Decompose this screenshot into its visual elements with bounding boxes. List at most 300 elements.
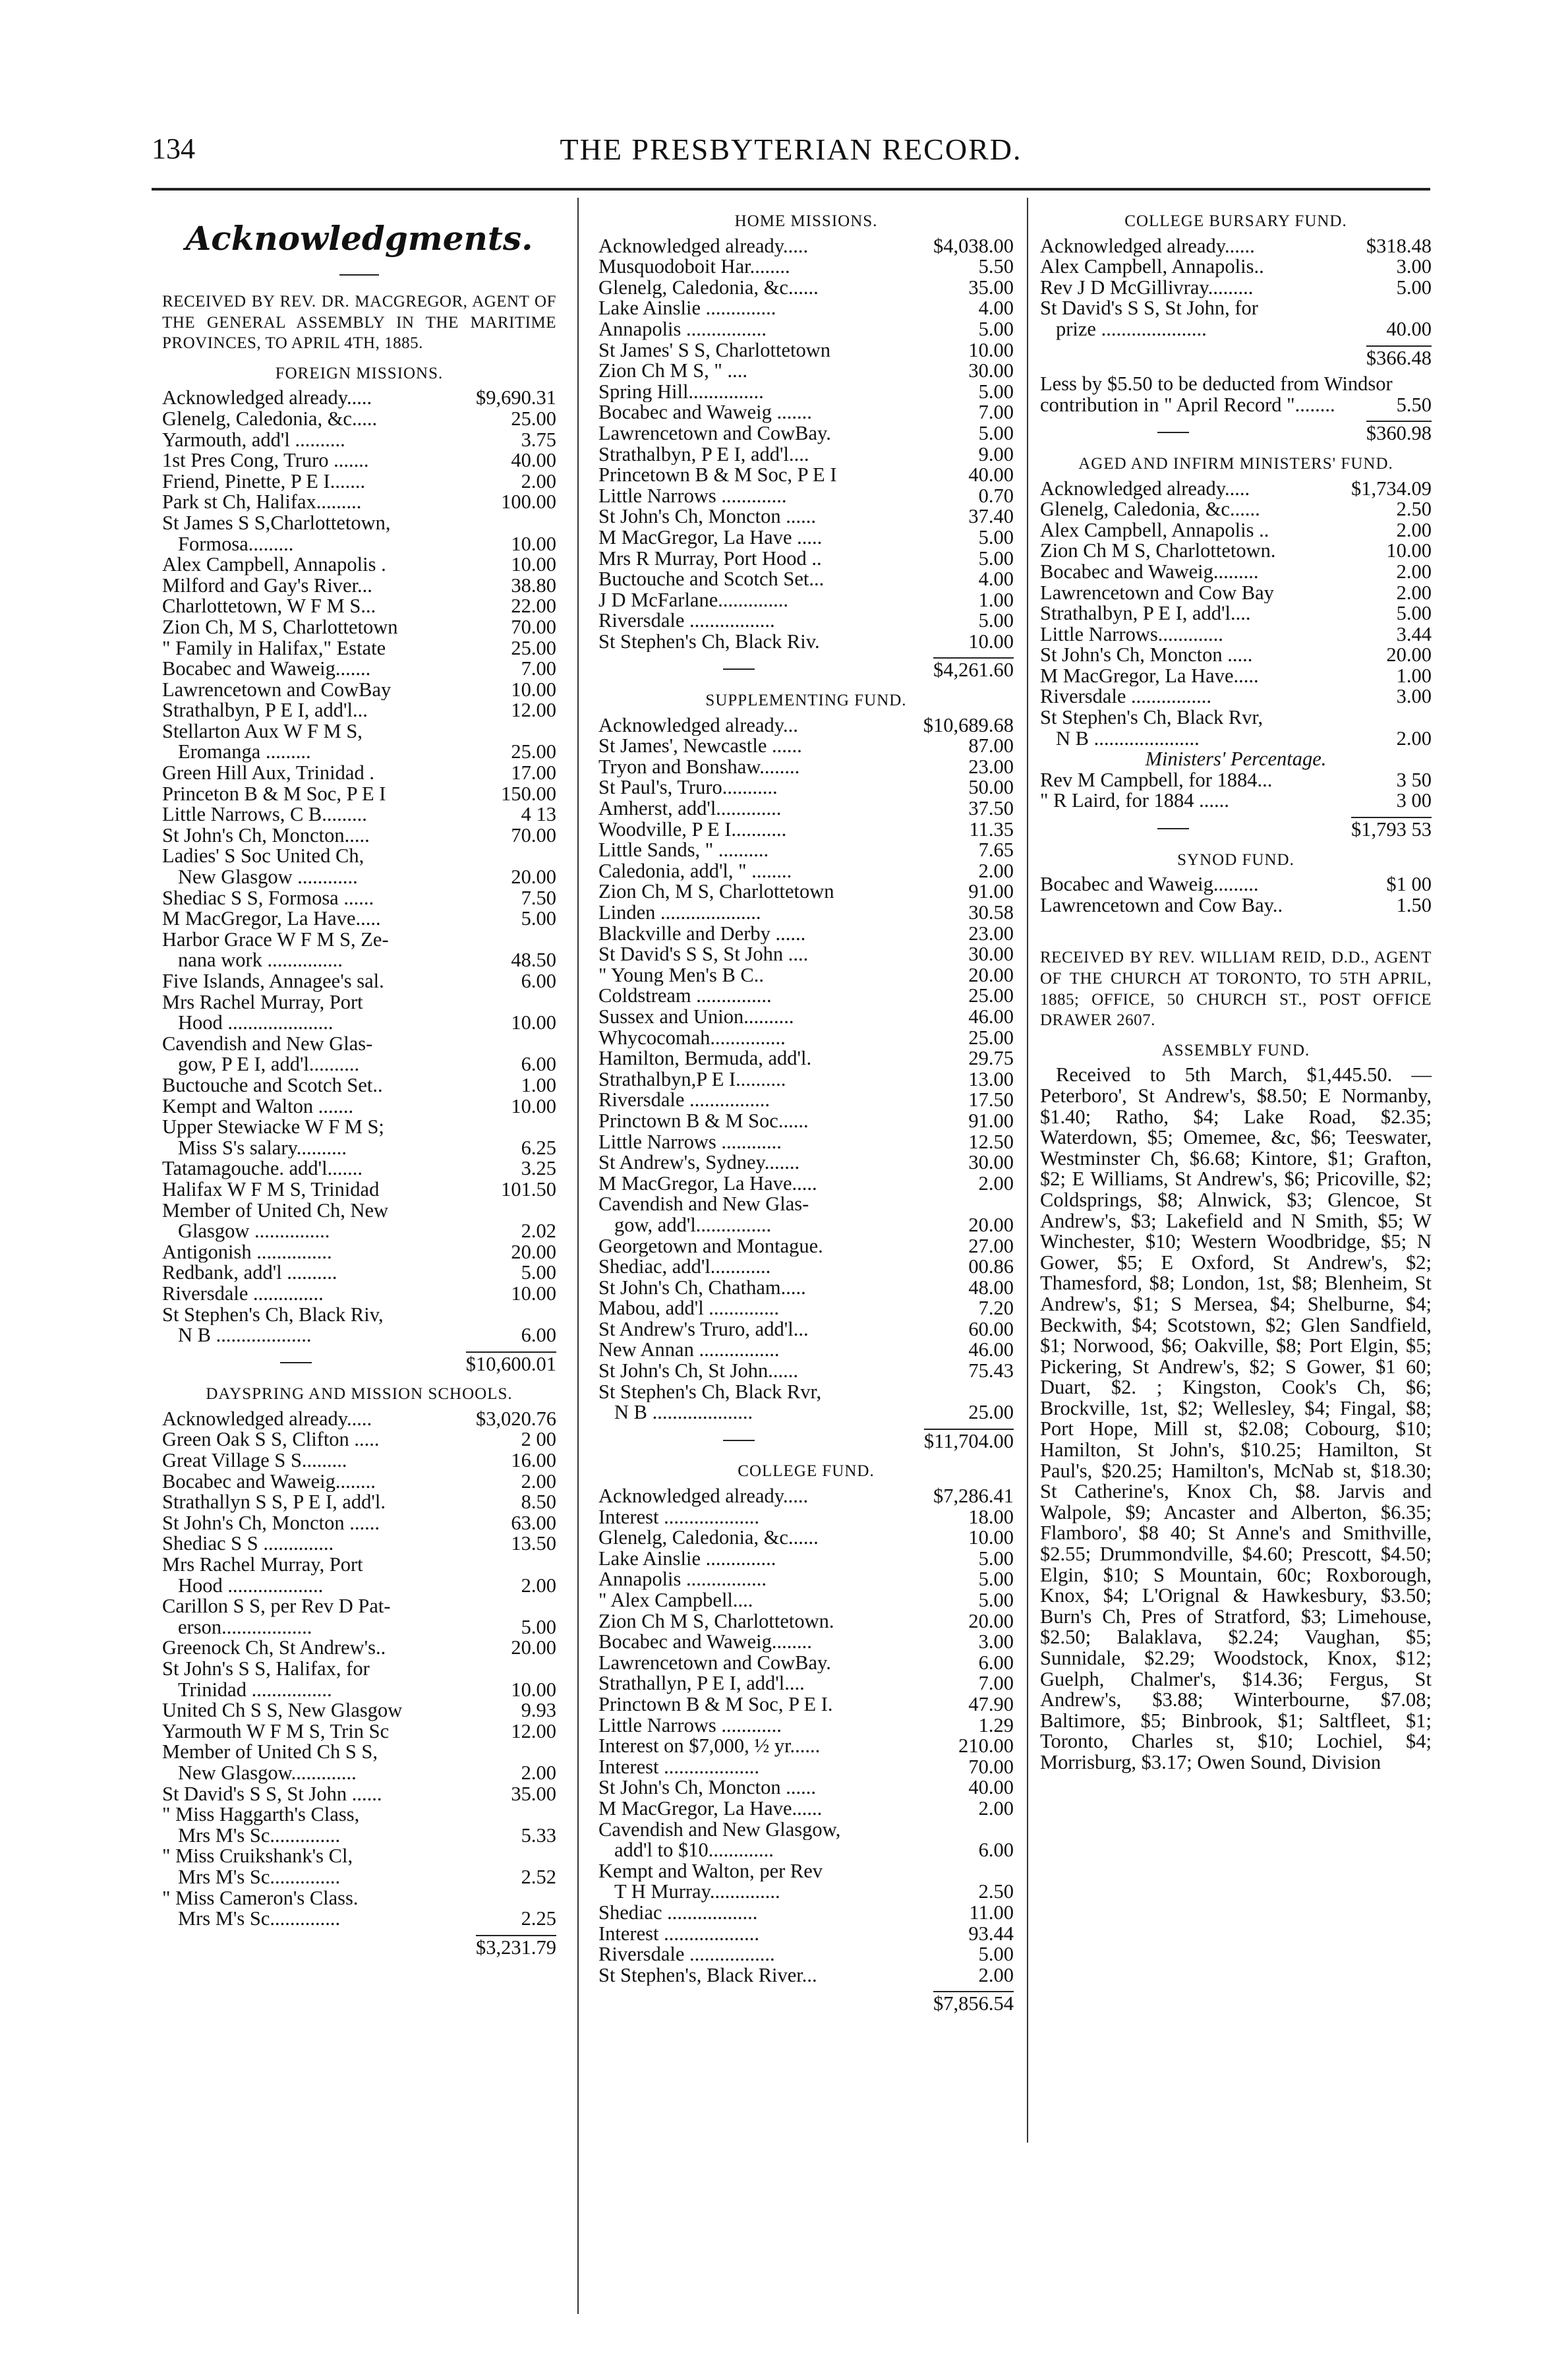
ledger-row xyxy=(162,1158,556,1179)
entry-label: St David's S S, St John, for xyxy=(1040,298,1258,319)
ledger-row xyxy=(598,1861,1014,1882)
ledger-row xyxy=(162,409,556,430)
entry-amount: 4.00 xyxy=(978,297,1014,320)
ledger-row xyxy=(162,1513,556,1534)
entry-label: Great Village S S......... xyxy=(162,1450,347,1471)
entry-label: Caledonia, add'l, " ........ xyxy=(598,860,792,882)
divider xyxy=(723,1440,755,1441)
entry-label: Lawrencetown and Cow Bay.. xyxy=(1040,895,1283,916)
fund-heading: SYNOD FUND. xyxy=(1177,850,1294,869)
entry-label: erson.................. xyxy=(178,1616,312,1638)
ledger-row xyxy=(162,1867,556,1888)
ledger-row xyxy=(162,721,556,742)
ledger-row xyxy=(1040,298,1432,319)
ledger-row xyxy=(598,1069,1014,1090)
entry-amount: 3.00 xyxy=(1396,685,1432,708)
section-title: Acknowledgments. xyxy=(185,219,533,258)
entry-amount: 5.00 xyxy=(978,1547,1014,1570)
entry-label: St John's Ch, St John...... xyxy=(598,1361,798,1382)
entry-amount: 5.00 xyxy=(521,1261,556,1284)
ledger-row xyxy=(1040,562,1432,583)
entry-amount: 17.00 xyxy=(511,761,556,785)
college-fund-list xyxy=(598,1486,1014,1986)
entry-amount: 12.00 xyxy=(511,699,556,722)
entry-label: Friend, Pinette, P E I....... xyxy=(162,471,366,492)
entry-label: Lake Ainslie .............. xyxy=(598,298,776,319)
entry-amount: 30.00 xyxy=(968,1151,1014,1174)
entry-amount: 27.00 xyxy=(968,1234,1014,1257)
entry-amount: 150.00 xyxy=(501,782,556,805)
ledger-row xyxy=(598,382,1014,403)
column-2 xyxy=(598,211,1014,2020)
entry-label: Riversdale ................ xyxy=(598,1090,770,1111)
entry-label: Park st Ch, Halifax......... xyxy=(162,492,362,513)
entry-label: Formosa......... xyxy=(178,533,294,555)
entry-amount: 4.00 xyxy=(978,568,1014,591)
ledger-row xyxy=(598,506,1014,527)
entry-label: Yarmouth, add'l .......... xyxy=(162,429,345,451)
entry-label: Buctouche and Scotch Set.. xyxy=(162,1075,383,1096)
agent-intro: RECEIVED BY REV. WILLIAM REID, D.D., AGENT OF THE CHURCH AT TORONTO, TO 5TH APRIL, 1885; OFFICE, 50 CHURCH ST., POST OFFICE DRAWER 2607. xyxy=(1040,949,1432,1030)
fund-total xyxy=(598,657,1014,681)
entry-label: gow, add'l............... xyxy=(614,1214,772,1236)
ledger-row xyxy=(162,680,556,701)
entry-label: Tryon and Bonshaw........ xyxy=(598,756,800,778)
ledger-row xyxy=(162,1680,556,1701)
entry-label: Interest on $7,000, ½ yr...... xyxy=(598,1736,821,1757)
entry-label: Yarmouth W F M S, Trin Sc xyxy=(162,1721,390,1742)
entry-label: Princeton B & M Soc, P E I xyxy=(162,783,386,805)
ledger-row xyxy=(162,908,556,930)
assembly-text: Received to 5th March, $1,445.50. —Peterboro', St Andrew's, $8.50; E Normanby, $1.40; Ratho, $4; Lake Road, $2.35; Waterdown, $5; Omemee, &c, $6; Teeswater, Westminster Ch, $6.68; Kintore, $1; Grafton, $2; E Williams, St Andrew's, $6; Pricoville, $2; Coldsprings, $8; Alnwick, $3; Glencoe, St Andrew's, $3; Lakefield and N Smith, $5; W Winchester, $10; Western Woodbridge, $5; N Gower, $5; E Oxford, St Andrew's, $2; Thamesford, $8; London, 1st, $8; Blenheim, St Andrew's, $1; S Mersea, $4; Shelburne, $4; Beckwith, $4; Scotstown, $2; Glen Sandfield, $1; Norwood, $6; Oakville, $8; Port Elgin, $5; Pickering, St Andrew's, $2; S Gower, $1 60; Duart, $2. ; Kingston, Cook's Ch, $6; Brockville, 1st, $2; Wellesley, $4; Fingal, $8; Port Hope, Mill st, $2.08; Cobourg, $10; Hamilton, St John's, $10.25; Hamilton, St Paul's, $20.25; Hamilton's, McNab st, $18.30; St Catherine's, Knox Ch, $8. Jarvis and Walpole, $9; Ancaster and Alberton, $6.35; Flamboro', $8 40; St Anne's and Smithville, $2.55; Drummondville, $4.60; Prescott, $4.50; Elgin, $10; S Mountain, 60c; Roxborough, Knox, $4; L'Orignal & Hawkesbury, $3.50; Burn's Ch, Pres of Stratford, $3; Limehouse, $2.50; Balaklava, $2.24; Vaughan, $5; Sunnidale, $2.29; Woodstock, Knox, $12; Guelph, Chalmer's, $14.36; Fergus, St Andrew's, $3.88; Winterbourne, $7.08; Baltimore, $5; Binbrook, $1; Saltfleet, $1; Toronto, Charles st, $10; Lochiel, $4; Morrisburg, $3.17; Owen Sound, Division xyxy=(1040,1063,1432,1773)
ledger-row xyxy=(1040,256,1432,278)
entry-amount: 25.00 xyxy=(968,1401,1014,1424)
entry-label: St Stephen's, Black River... xyxy=(598,1965,817,1986)
ledger-row xyxy=(598,278,1014,299)
entry-label: Stellarton Aux W F M S, xyxy=(162,721,363,742)
entry-label: Interest ................... xyxy=(598,1923,759,1945)
header-rule xyxy=(152,188,1430,191)
entry-label: Coldstream ............... xyxy=(598,986,772,1007)
entry-amount: 25.00 xyxy=(968,984,1014,1007)
entry-amount: 20.00 xyxy=(511,866,556,889)
entry-label: Spring Hill............... xyxy=(598,381,764,403)
entry-label: N B .................... xyxy=(614,1402,753,1423)
ledger-row xyxy=(1040,624,1432,645)
ledger-row xyxy=(162,450,556,471)
entry-label: Eromanga ......... xyxy=(178,742,311,763)
ledger-row xyxy=(598,1653,1014,1674)
entry-label: St John's Ch, Moncton ...... xyxy=(598,1777,817,1798)
note-text: Less by $5.50 to be deducted from Windsor contribution in " April Record "........ xyxy=(1040,374,1393,416)
ledger-row xyxy=(162,1096,556,1117)
entry-amount: 2.00 xyxy=(521,1574,556,1597)
entry-amount: 7.50 xyxy=(521,886,556,909)
entry-label: M MacGregor, La Have ..... xyxy=(598,527,823,548)
entry-label: St Andrew's Truro, add'l... xyxy=(598,1318,809,1340)
ledger-row xyxy=(598,1090,1014,1111)
ledger-row xyxy=(162,554,556,576)
home-missions-list xyxy=(598,236,1014,653)
entry-label: Woodville, P E I........... xyxy=(598,819,787,841)
ledger-row xyxy=(598,1527,1014,1549)
total-amount: $7,856.54 xyxy=(933,1992,1014,2015)
ledger-row xyxy=(598,1840,1014,1861)
entry-amount: 25.00 xyxy=(511,407,556,430)
ledger-row xyxy=(162,950,556,971)
fund-heading: COLLEGE FUND. xyxy=(738,1462,875,1481)
deduction-note xyxy=(1040,374,1432,415)
entry-label: Antigonish ............... xyxy=(162,1241,332,1263)
entry-label: 1st Pres Cong, Truro ....... xyxy=(162,450,369,471)
entry-label: Acknowledged already..... xyxy=(162,1408,372,1430)
entry-label: Bocabec and Waweig ....... xyxy=(598,402,812,423)
running-title: THE PRESBYTERIAN RECORD. xyxy=(560,133,1022,166)
fund-heading: ASSEMBLY FUND. xyxy=(1161,1041,1310,1059)
fund-total xyxy=(598,1991,1014,2015)
entry-label: " Family in Halifax," Estate xyxy=(162,637,386,659)
entry-label: Acknowledged already...... xyxy=(1040,235,1255,257)
entry-label: St James' S S, Charlottetown xyxy=(598,340,831,361)
ledger-row xyxy=(162,1138,556,1159)
ledger-row xyxy=(162,930,556,951)
ledger-row xyxy=(598,715,1014,736)
ledger-row xyxy=(162,1804,556,1825)
entry-label: Bocabec and Waweig........ xyxy=(162,1471,376,1493)
entry-label: Interest ................... xyxy=(598,1506,759,1528)
dayspring-list xyxy=(162,1409,556,1930)
entry-label: Hood ..................... xyxy=(178,1013,334,1034)
entry-amount: 20.00 xyxy=(968,1609,1014,1632)
ledger-row xyxy=(598,1924,1014,1945)
entry-amount: 38.80 xyxy=(511,574,556,597)
entry-amount: 7.00 xyxy=(521,657,556,680)
entry-label: N B ................... xyxy=(178,1325,312,1346)
fund-total xyxy=(162,1351,556,1375)
entry-label: Whycocomah............... xyxy=(598,1027,786,1049)
entry-amount: 10.00 xyxy=(968,1526,1014,1549)
ledger-row xyxy=(162,1450,556,1471)
ledger-row xyxy=(162,492,556,513)
ledger-row xyxy=(598,1257,1014,1278)
ledger-row xyxy=(598,1173,1014,1195)
ledger-row xyxy=(162,1638,556,1659)
ledger-row xyxy=(162,471,556,492)
entry-label: Georgetown and Montague. xyxy=(598,1235,823,1257)
entry-amount: 40.00 xyxy=(968,463,1014,487)
entry-amount: 9.00 xyxy=(978,442,1014,465)
ledger-row xyxy=(162,596,556,617)
supplementing-list xyxy=(598,715,1014,1423)
entry-label: Lawrencetown and CowBay xyxy=(162,679,392,701)
entry-amount: 2.00 xyxy=(1396,560,1432,583)
entry-amount: 3.00 xyxy=(1396,255,1432,278)
ledger-row xyxy=(598,1402,1014,1423)
entry-label: Shediac .................. xyxy=(598,1902,758,1924)
ledger-row xyxy=(162,1555,556,1576)
entry-label: Blackville and Derby ...... xyxy=(598,923,806,945)
entry-label: " Young Men's B C.. xyxy=(598,964,764,986)
entry-label: St John's Ch, Moncton ...... xyxy=(598,506,817,527)
ledger-row xyxy=(598,1382,1014,1403)
ledger-row xyxy=(162,846,556,867)
ledger-row xyxy=(162,1054,556,1075)
entry-amount: 6.00 xyxy=(521,1324,556,1347)
ledger-row xyxy=(598,340,1014,361)
entry-amount: 3.44 xyxy=(1396,622,1432,645)
entry-label: Glenelg, Caledonia, &c...... xyxy=(598,1527,819,1549)
ledger-row xyxy=(162,1888,556,1909)
entry-label: Little Narrows............. xyxy=(1040,624,1223,645)
entry-amount: 5.00 xyxy=(978,547,1014,570)
ledger-row xyxy=(162,1262,556,1284)
entry-label: New Glasgow............. xyxy=(178,1762,357,1784)
entry-amount: 7.65 xyxy=(978,839,1014,862)
entry-amount: 5.00 xyxy=(978,1568,1014,1591)
entry-amount: 10.00 xyxy=(968,338,1014,361)
ledger-row xyxy=(162,1409,556,1430)
ledger-row xyxy=(598,1673,1014,1694)
entry-label: Greenock Ch, St Andrew's.. xyxy=(162,1638,386,1659)
entry-label: T H Murray.............. xyxy=(614,1881,780,1903)
ledger-row xyxy=(1040,770,1432,791)
entry-amount: 37.50 xyxy=(968,797,1014,820)
ledger-row xyxy=(598,1632,1014,1653)
entry-amount: 10.00 xyxy=(511,1011,556,1034)
entry-amount: 20.00 xyxy=(511,1240,556,1263)
entry-label: Princetown B & M Soc, P E I xyxy=(598,465,837,486)
entry-amount: 2.00 xyxy=(978,1796,1014,1820)
entry-label: St Stephen's Ch, Black Riv, xyxy=(162,1304,384,1326)
entry-label: Little Narrows ............ xyxy=(598,1715,782,1736)
ledger-row xyxy=(1040,603,1432,624)
ledger-row xyxy=(598,1965,1014,1986)
entry-label: Glenelg, Caledonia, &c..... xyxy=(162,408,378,430)
entry-label: " R Laird, for 1884 ...... xyxy=(1040,790,1229,812)
total-amount: $11,704.00 xyxy=(923,1429,1014,1452)
entry-amount: 25.00 xyxy=(511,740,556,763)
entry-amount: $1,734.09 xyxy=(1351,477,1432,500)
ledger-row xyxy=(162,1742,556,1763)
entry-label: Strathallyn, P E I, add'l.... xyxy=(598,1673,805,1694)
entry-label: Buctouche and Scotch Set... xyxy=(598,569,825,590)
entry-label: St Stephen's Ch, Black Rvr, xyxy=(1040,707,1263,728)
ledger-row xyxy=(598,881,1014,903)
entry-label: Riversdale ................. xyxy=(598,1944,775,1965)
entry-amount: 46.00 xyxy=(968,1005,1014,1028)
ledger-row xyxy=(598,569,1014,590)
ledger-row xyxy=(162,1721,556,1742)
ledger-row xyxy=(598,1507,1014,1528)
entry-amount: 5.00 xyxy=(978,1589,1014,1611)
entry-amount: 40.00 xyxy=(511,449,556,472)
entry-amount: 100.00 xyxy=(501,490,556,514)
ledger-row xyxy=(598,1903,1014,1924)
entry-label: Rev J D McGillivray......... xyxy=(1040,277,1254,299)
entry-label: New Annan ................ xyxy=(598,1340,780,1361)
entry-label: Little Sands, " .......... xyxy=(598,840,769,861)
ledger-row xyxy=(598,965,1014,986)
entry-amount: 8.50 xyxy=(521,1491,556,1514)
entry-label: United Ch S S, New Glasgow xyxy=(162,1700,403,1721)
fund-heading: AGED AND INFIRM MINISTERS' FUND. xyxy=(1078,454,1393,473)
ledger-row xyxy=(162,1305,556,1326)
entry-amount: 2.00 xyxy=(1396,581,1432,604)
ledger-row xyxy=(598,444,1014,465)
entry-amount: 3 50 xyxy=(1396,768,1432,791)
entry-label: Linden .................... xyxy=(598,903,761,924)
aged-infirm-list xyxy=(1040,479,1432,750)
ledger-row xyxy=(598,798,1014,819)
entry-label: Interest ................... xyxy=(598,1756,759,1778)
entry-amount: 2.02 xyxy=(521,1220,556,1243)
entry-amount: 2.00 xyxy=(978,1171,1014,1195)
entry-amount: 20.00 xyxy=(1386,643,1432,667)
entry-label: Riversdale ................ xyxy=(1040,686,1212,708)
entry-label: Zion Ch M S, Charlottetown. xyxy=(598,1611,834,1632)
ledger-row xyxy=(598,590,1014,611)
entry-label: Bocabec and Waweig......... xyxy=(1040,561,1259,583)
page-number: 134 xyxy=(152,133,195,165)
entry-label: nana work ............... xyxy=(178,950,343,971)
entry-label: Lawrencetown and CowBay. xyxy=(598,423,831,444)
entry-amount: 16.00 xyxy=(511,1449,556,1472)
ledger-row xyxy=(162,1533,556,1555)
ledger-row xyxy=(598,632,1014,653)
entry-label: Shediac S S, Formosa ...... xyxy=(162,887,374,909)
ledger-row xyxy=(598,1298,1014,1319)
entry-amount: 70.00 xyxy=(511,823,556,846)
entry-amount: 9.93 xyxy=(521,1699,556,1722)
ledger-row xyxy=(598,1278,1014,1299)
entry-amount: 6.25 xyxy=(521,1136,556,1159)
entry-amount: 37.40 xyxy=(968,505,1014,528)
entry-label: Shediac S S .............. xyxy=(162,1533,334,1555)
entry-amount: 3.00 xyxy=(978,1630,1014,1653)
entry-amount: 6.00 xyxy=(521,1053,556,1076)
entry-amount: 2.00 xyxy=(1396,726,1432,750)
entry-label: Princtown B & M Soc, P E I. xyxy=(598,1694,833,1715)
entry-label: St David's S S, St John ...... xyxy=(162,1783,382,1805)
column-3 xyxy=(1040,211,1432,1773)
entry-amount: 5.00 xyxy=(521,1615,556,1638)
fund-subtotal xyxy=(1040,345,1432,369)
entry-label: Lake Ainslie .............. xyxy=(598,1548,776,1570)
ledger-row xyxy=(162,784,556,805)
running-head xyxy=(152,127,1430,173)
entry-amount: 5.00 xyxy=(978,317,1014,340)
entry-label: M MacGregor, La Have..... xyxy=(162,908,381,930)
entry-amount: 47.90 xyxy=(968,1692,1014,1715)
entry-label: Acknowledged already..... xyxy=(598,1486,809,1507)
entry-label: " Miss Haggarth's Class, xyxy=(162,1804,360,1825)
entry-amount: 25.00 xyxy=(968,1026,1014,1049)
entry-label: Cavendish and New Glas- xyxy=(598,1194,809,1215)
entry-label: Kempt and Walton ....... xyxy=(162,1096,354,1117)
divider xyxy=(723,668,755,670)
ledger-row xyxy=(162,1242,556,1263)
ledger-row xyxy=(162,513,556,534)
ledger-row xyxy=(162,1200,556,1222)
entry-amount: 10.00 xyxy=(511,1282,556,1305)
entry-amount: 40.00 xyxy=(1386,317,1432,340)
entry-label: Glasgow ............... xyxy=(178,1221,330,1242)
entry-label: Strathalbyn,P E I.......... xyxy=(598,1069,786,1090)
entry-label: Strathalbyn, P E I, add'l.... xyxy=(1040,603,1251,624)
ledger-row xyxy=(598,1486,1014,1507)
ledger-row xyxy=(162,388,556,409)
entry-amount: 3.75 xyxy=(521,428,556,451)
entry-amount: 13.50 xyxy=(511,1532,556,1555)
ledger-row xyxy=(598,757,1014,778)
column-divider xyxy=(1027,198,1028,2143)
entry-amount: 17.50 xyxy=(968,1088,1014,1111)
ledger-row xyxy=(162,1596,556,1617)
entry-label: Mrs Rachel Murray, Port xyxy=(162,992,363,1013)
fund-total xyxy=(598,1429,1014,1452)
entry-label: Mrs M's Sc.............. xyxy=(178,1825,341,1847)
ledger-row xyxy=(1040,686,1432,707)
entry-label: Mrs R Murray, Port Hood .. xyxy=(598,548,822,570)
entry-amount: 1.00 xyxy=(978,588,1014,611)
ledger-row xyxy=(162,1617,556,1638)
entry-amount: 5.33 xyxy=(521,1823,556,1847)
ledger-row xyxy=(598,1319,1014,1340)
ledger-row xyxy=(598,1798,1014,1820)
ledger-row xyxy=(162,638,556,659)
entry-amount: 18.00 xyxy=(968,1505,1014,1528)
entry-label: Charlottetown, W F M S... xyxy=(162,596,376,617)
ledger-row xyxy=(598,1694,1014,1715)
entry-label: St John's Ch, Moncton..... xyxy=(162,825,370,846)
entry-amount: 91.00 xyxy=(968,1109,1014,1132)
total-amount: $10,600.01 xyxy=(465,1352,556,1375)
ledger-row xyxy=(598,548,1014,570)
subheading: Ministers' Percentage. xyxy=(1145,748,1327,771)
entry-label: New Glasgow ............ xyxy=(178,867,358,888)
ledger-row xyxy=(598,402,1014,423)
entry-amount: 210.00 xyxy=(958,1734,1014,1758)
entry-amount: 101.50 xyxy=(501,1177,556,1200)
entry-label: Tatamagouche. add'l....... xyxy=(162,1158,363,1179)
entry-amount: 10.00 xyxy=(511,553,556,576)
ledger-row xyxy=(162,1034,556,1055)
ledger-row xyxy=(598,1152,1014,1173)
ledger-row xyxy=(598,298,1014,319)
entry-label: prize ..................... xyxy=(1056,318,1207,340)
ledger-row xyxy=(1040,499,1432,520)
entry-label: Glenelg, Caledonia, &c...... xyxy=(1040,499,1260,520)
entry-label: M MacGregor, La Have..... xyxy=(1040,665,1259,687)
entry-amount: 2.00 xyxy=(1396,518,1432,541)
entry-label: Zion Ch M S, Charlottetown. xyxy=(1040,541,1276,562)
ledger-row xyxy=(162,742,556,763)
ledger-row xyxy=(162,888,556,909)
entry-amount: 2 00 xyxy=(521,1428,556,1451)
entry-label: Acknowledged already..... xyxy=(1040,478,1250,500)
entry-label: Alex Campbell, Annapolis .. xyxy=(1040,519,1269,541)
ledger-row xyxy=(1040,583,1432,604)
fund-heading: FOREIGN MISSIONS. xyxy=(275,364,444,382)
ledger-row xyxy=(1040,645,1432,666)
ledger-row xyxy=(598,1569,1014,1590)
ledger-row xyxy=(162,430,556,451)
entry-amount: 23.00 xyxy=(968,922,1014,945)
total-amount: $1,793 53 xyxy=(1351,818,1432,841)
ledger-row xyxy=(162,1492,556,1513)
entry-amount: 5.00 xyxy=(978,380,1014,403)
entry-label: M MacGregor, La Have...... xyxy=(598,1798,823,1820)
